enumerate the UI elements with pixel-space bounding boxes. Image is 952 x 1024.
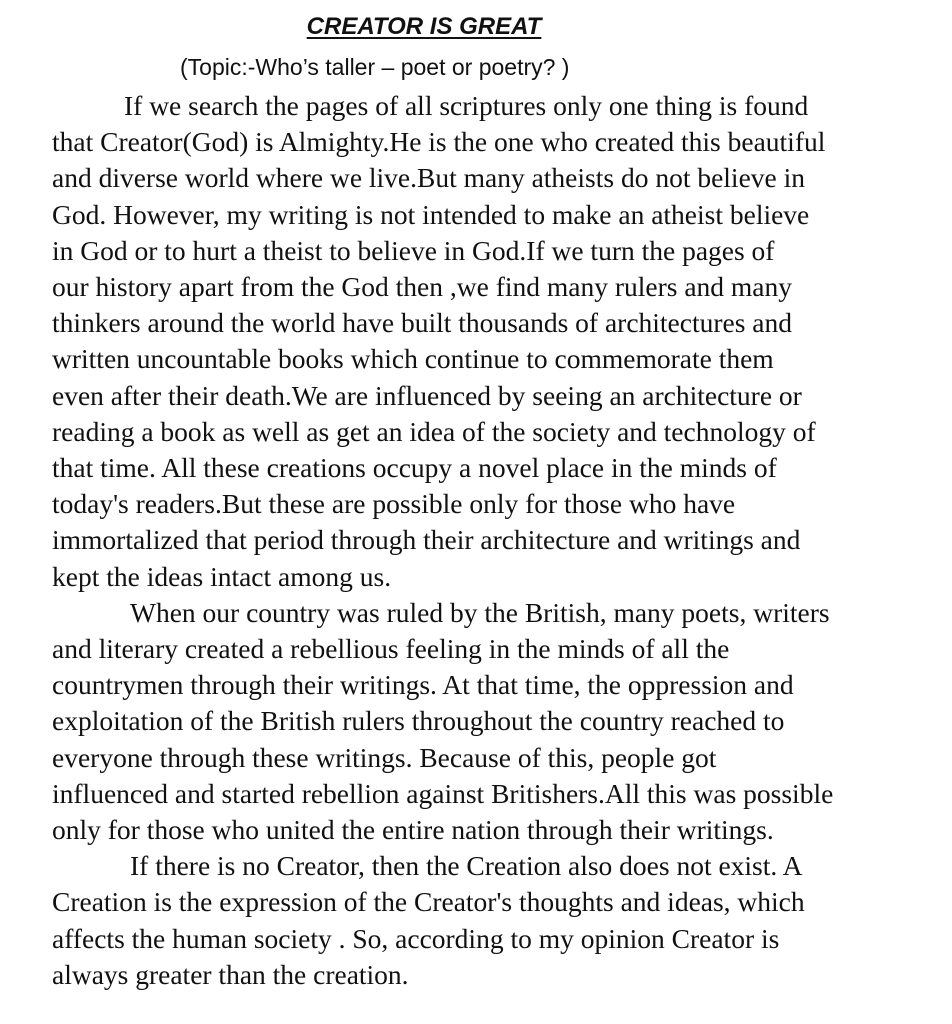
paragraph-line: our history apart from the God then ,we find many rulers and many: [52, 271, 793, 303]
paragraph-line: exploitation of the British rulers throughout the country reached to: [52, 705, 785, 737]
document-title-text: CREATOR IS GREAT: [306, 13, 542, 40]
paragraph-line: even after their death.We are influenced by seeing an architecture or: [52, 379, 802, 411]
paragraph-line: everyone through these writings. Because of this, people got: [52, 741, 717, 773]
paragraph-3: [52, 848, 942, 993]
paragraph-line: written uncountable books which continue to commemorate them: [52, 343, 774, 375]
paragraph-line: today's readers.But these are possible only for those who have: [52, 488, 736, 520]
paragraph-line: influenced and started rebellion against Britishers.All this was possible: [52, 777, 834, 809]
paragraph-line: countrymen through their writings. At that time, the oppression and: [52, 669, 794, 701]
paragraph-line: and diverse world where we live.But many atheists do not believe in: [52, 162, 806, 194]
paragraph-2: [52, 595, 942, 848]
paragraph-line: kept the ideas intact among us.: [52, 560, 392, 592]
paragraph-line: If we search the pages of all scriptures only one thing is found: [124, 90, 809, 121]
paragraph-line: that Creator(God) is Almighty.He is the one who created this beautiful: [52, 126, 826, 158]
paragraph-line: in God or to hurt a theist to believe in God.If we turn the pages of: [52, 234, 775, 266]
paragraph-line: thinkers around the world have built thousands of architectures and: [52, 307, 793, 339]
paragraph-line: Creation is the expression of the Creator's thoughts and ideas, which: [52, 886, 805, 918]
paragraph-line: that time. All these creations occupy a novel place in the minds of: [52, 452, 777, 484]
paragraph-line: and literary created a rebellious feeling in the minds of all the: [52, 633, 730, 665]
document-subtitle: (Topic:-Who’s taller – poet or poetry? ): [180, 54, 570, 80]
paragraph-line: When our country was ruled by the British, many poets, writers: [130, 596, 830, 628]
document-title: [0, 12, 848, 42]
paragraph-line: God. However, my writing is not intended to make an atheist believe: [52, 198, 810, 230]
essay-body: [52, 88, 942, 993]
paragraph-line: immortalized that period through their architecture and writings and: [52, 524, 801, 556]
paragraph-1: [52, 88, 942, 595]
paragraph-line: always greater than the creation.: [52, 958, 409, 990]
paragraph-line: If there is no Creator, then the Creation also does not exist. A: [130, 850, 803, 882]
paragraph-line: only for those who united the entire nation through their writings.: [52, 814, 774, 846]
paragraph-line: reading a book as well as get an idea of the society and technology of: [52, 415, 816, 447]
paragraph-line: affects the human society . So, according to my opinion Creator is: [52, 922, 780, 954]
